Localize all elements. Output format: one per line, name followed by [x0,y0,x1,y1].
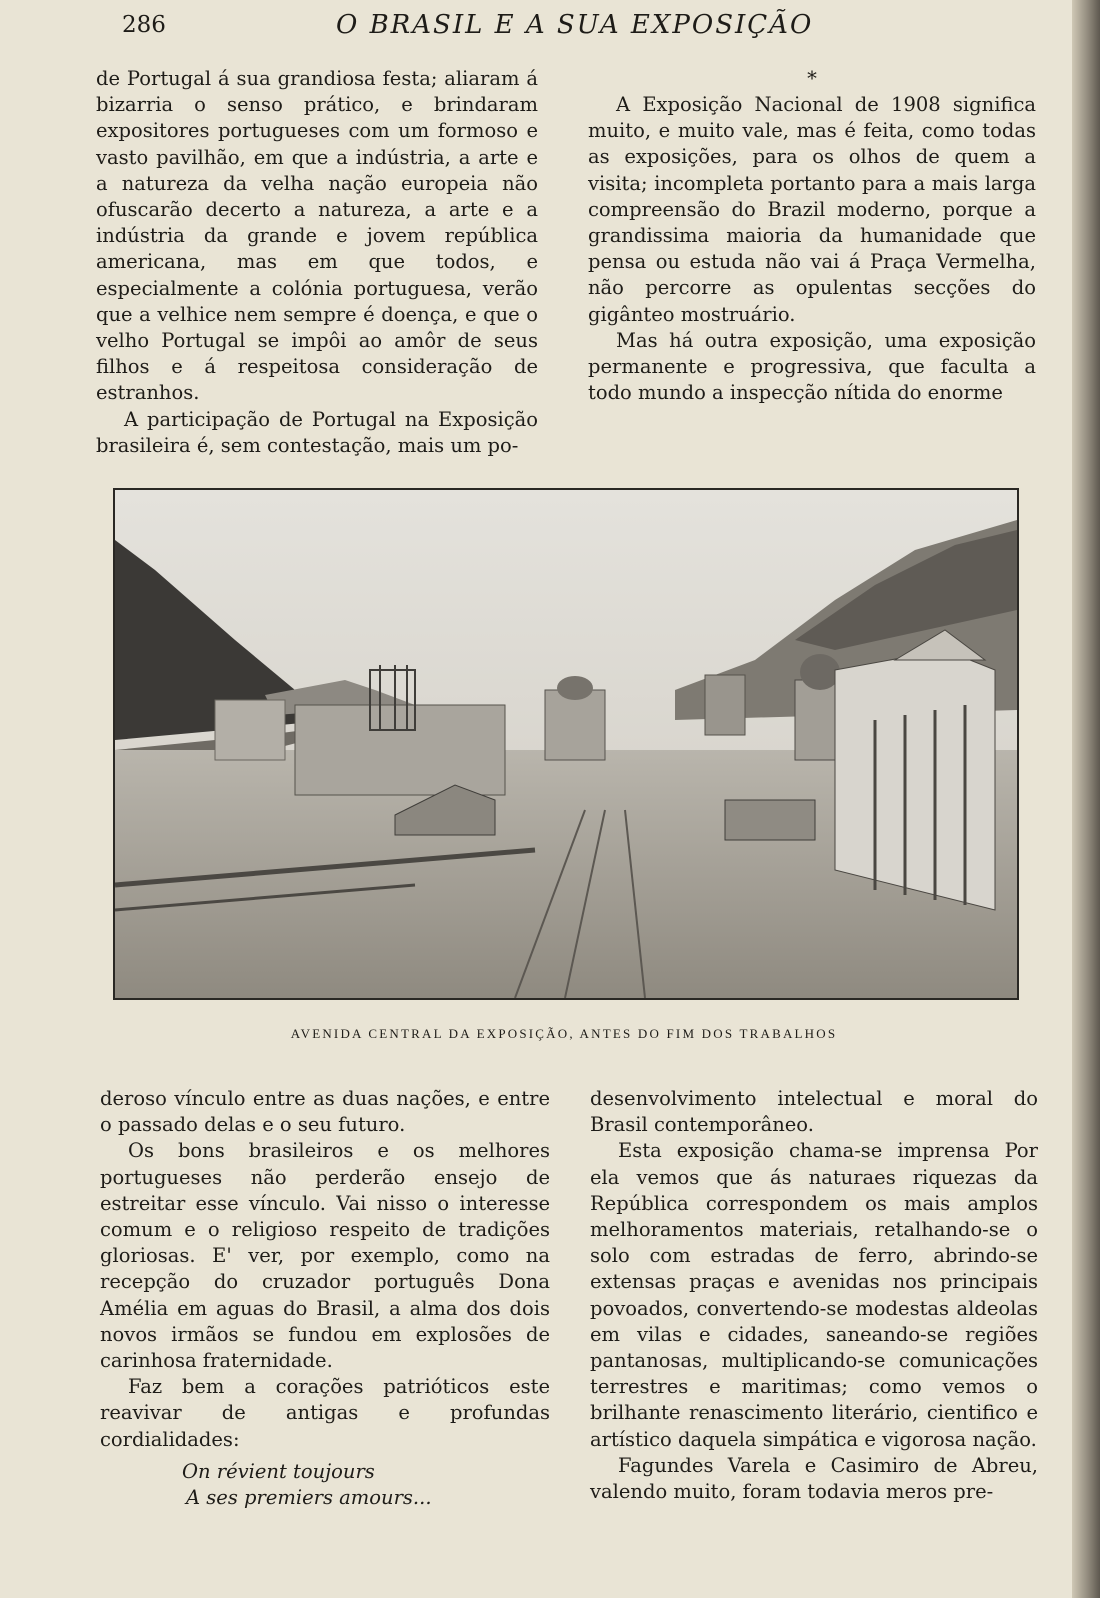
section-separator: * [807,67,817,90]
figure-caption: AVENIDA CENTRAL DA EXPOSIÇÃO, ANTES DO FIM DOS TRABALHOS [290,1026,838,1041]
paragraph: de Portugal á sua grandiosa festa; aliaram á bizarria o senso prático, e brindaram expositores portugueses com um formoso e vasto pavilhão, em que a indústria, a arte e a natureza da velha nação europeia não ofuscarão decerto a natureza, a arte e a indústria da grande e jovem república americana, mas em que todos, e especialmente a colónia portuguesa, verão que a velhice nem sempre é doença, e que o velho Portugal se impôi ao amôr de seus filhos e á respeitosa consideração de estranhos. [96,67,538,405]
exposition-photograph [113,488,1019,1000]
verse-line: A ses premiers amours... [186,1486,432,1510]
paragraph: Fagundes Varela e Casimiro de Abreu, valendo muito, foram todavia meros pre- [590,1453,1038,1504]
paragraph: A Exposição Nacional de 1908 significa muito, e muito vale, mas é feita, como todas as exposições, para os olhos de quem a visita; incompleta portanto para a mais larga compreensão do Brazil moderno, porque a grandissima maioria da humanidade que pensa ou estuda não vai á Praça Vermelha, não percorre as opulentas secções do gigânteo mostruário. [588,93,1036,326]
verse-line: On révient toujours [182,1459,375,1483]
page-number: 286 [122,12,166,38]
bottom-right-column [590,1086,1038,1505]
paragraph: Esta exposição chama-se imprensa Por ela vemos que ás naturaes riquezas da República correspondem os mais amplos melhoramentos materiais, retalhando-se o solo com estradas de ferro, abrindo-se extensas praças e avenidas nos principais povoados, convertendo-se modestas aldeolas em vilas e cidades, saneando-se regiões pantanosas, multiplicando-se comunicações terrestres e maritimas; como vemos o brilhante renascimento literário, cientifico e artístico daquela simpática e vigorosa nação. [590,1139,1038,1451]
paragraph: deroso vínculo entre as duas nações, e entre o passado delas e o seu futuro. [100,1087,550,1137]
top-right-column [588,66,1036,406]
paragraph: Os bons brasileiros e os melhores portugueses não perderão ensejo de estreitar esse vínculo. Vai nisso o interesse comum e o religioso respeito de tradições gloriosas. E' ver, por exemplo, como na recepção do cruzador português Dona Amélia em aguas do Brasil, a alma dos dois novos irmãos se fundou em explosões de carinhosa fraternidade. [100,1139,550,1373]
bottom-left-column [100,1086,550,1511]
page-header [96,8,1036,44]
paragraph: desenvolvimento intelectual e moral do Brasil contemporâneo. [590,1087,1038,1137]
top-left-column [96,66,538,459]
paragraph: Faz bem a corações patrióticos este reavivar de antigas e profundas cordialidades: [100,1375,550,1451]
paragraph: A participação de Portugal na Exposição brasileira é, sem contestação, mais um po- [96,407,538,457]
photograph-illustration [115,490,1017,998]
page-edge [1072,0,1100,1598]
running-title: O BRASIL E A SUA EXPOSIÇÃO [336,10,814,40]
paragraph: Mas há outra exposição, uma exposição permanente e progressiva, que faculta a todo mundo a inspecção nítida do enorme [588,328,1036,405]
